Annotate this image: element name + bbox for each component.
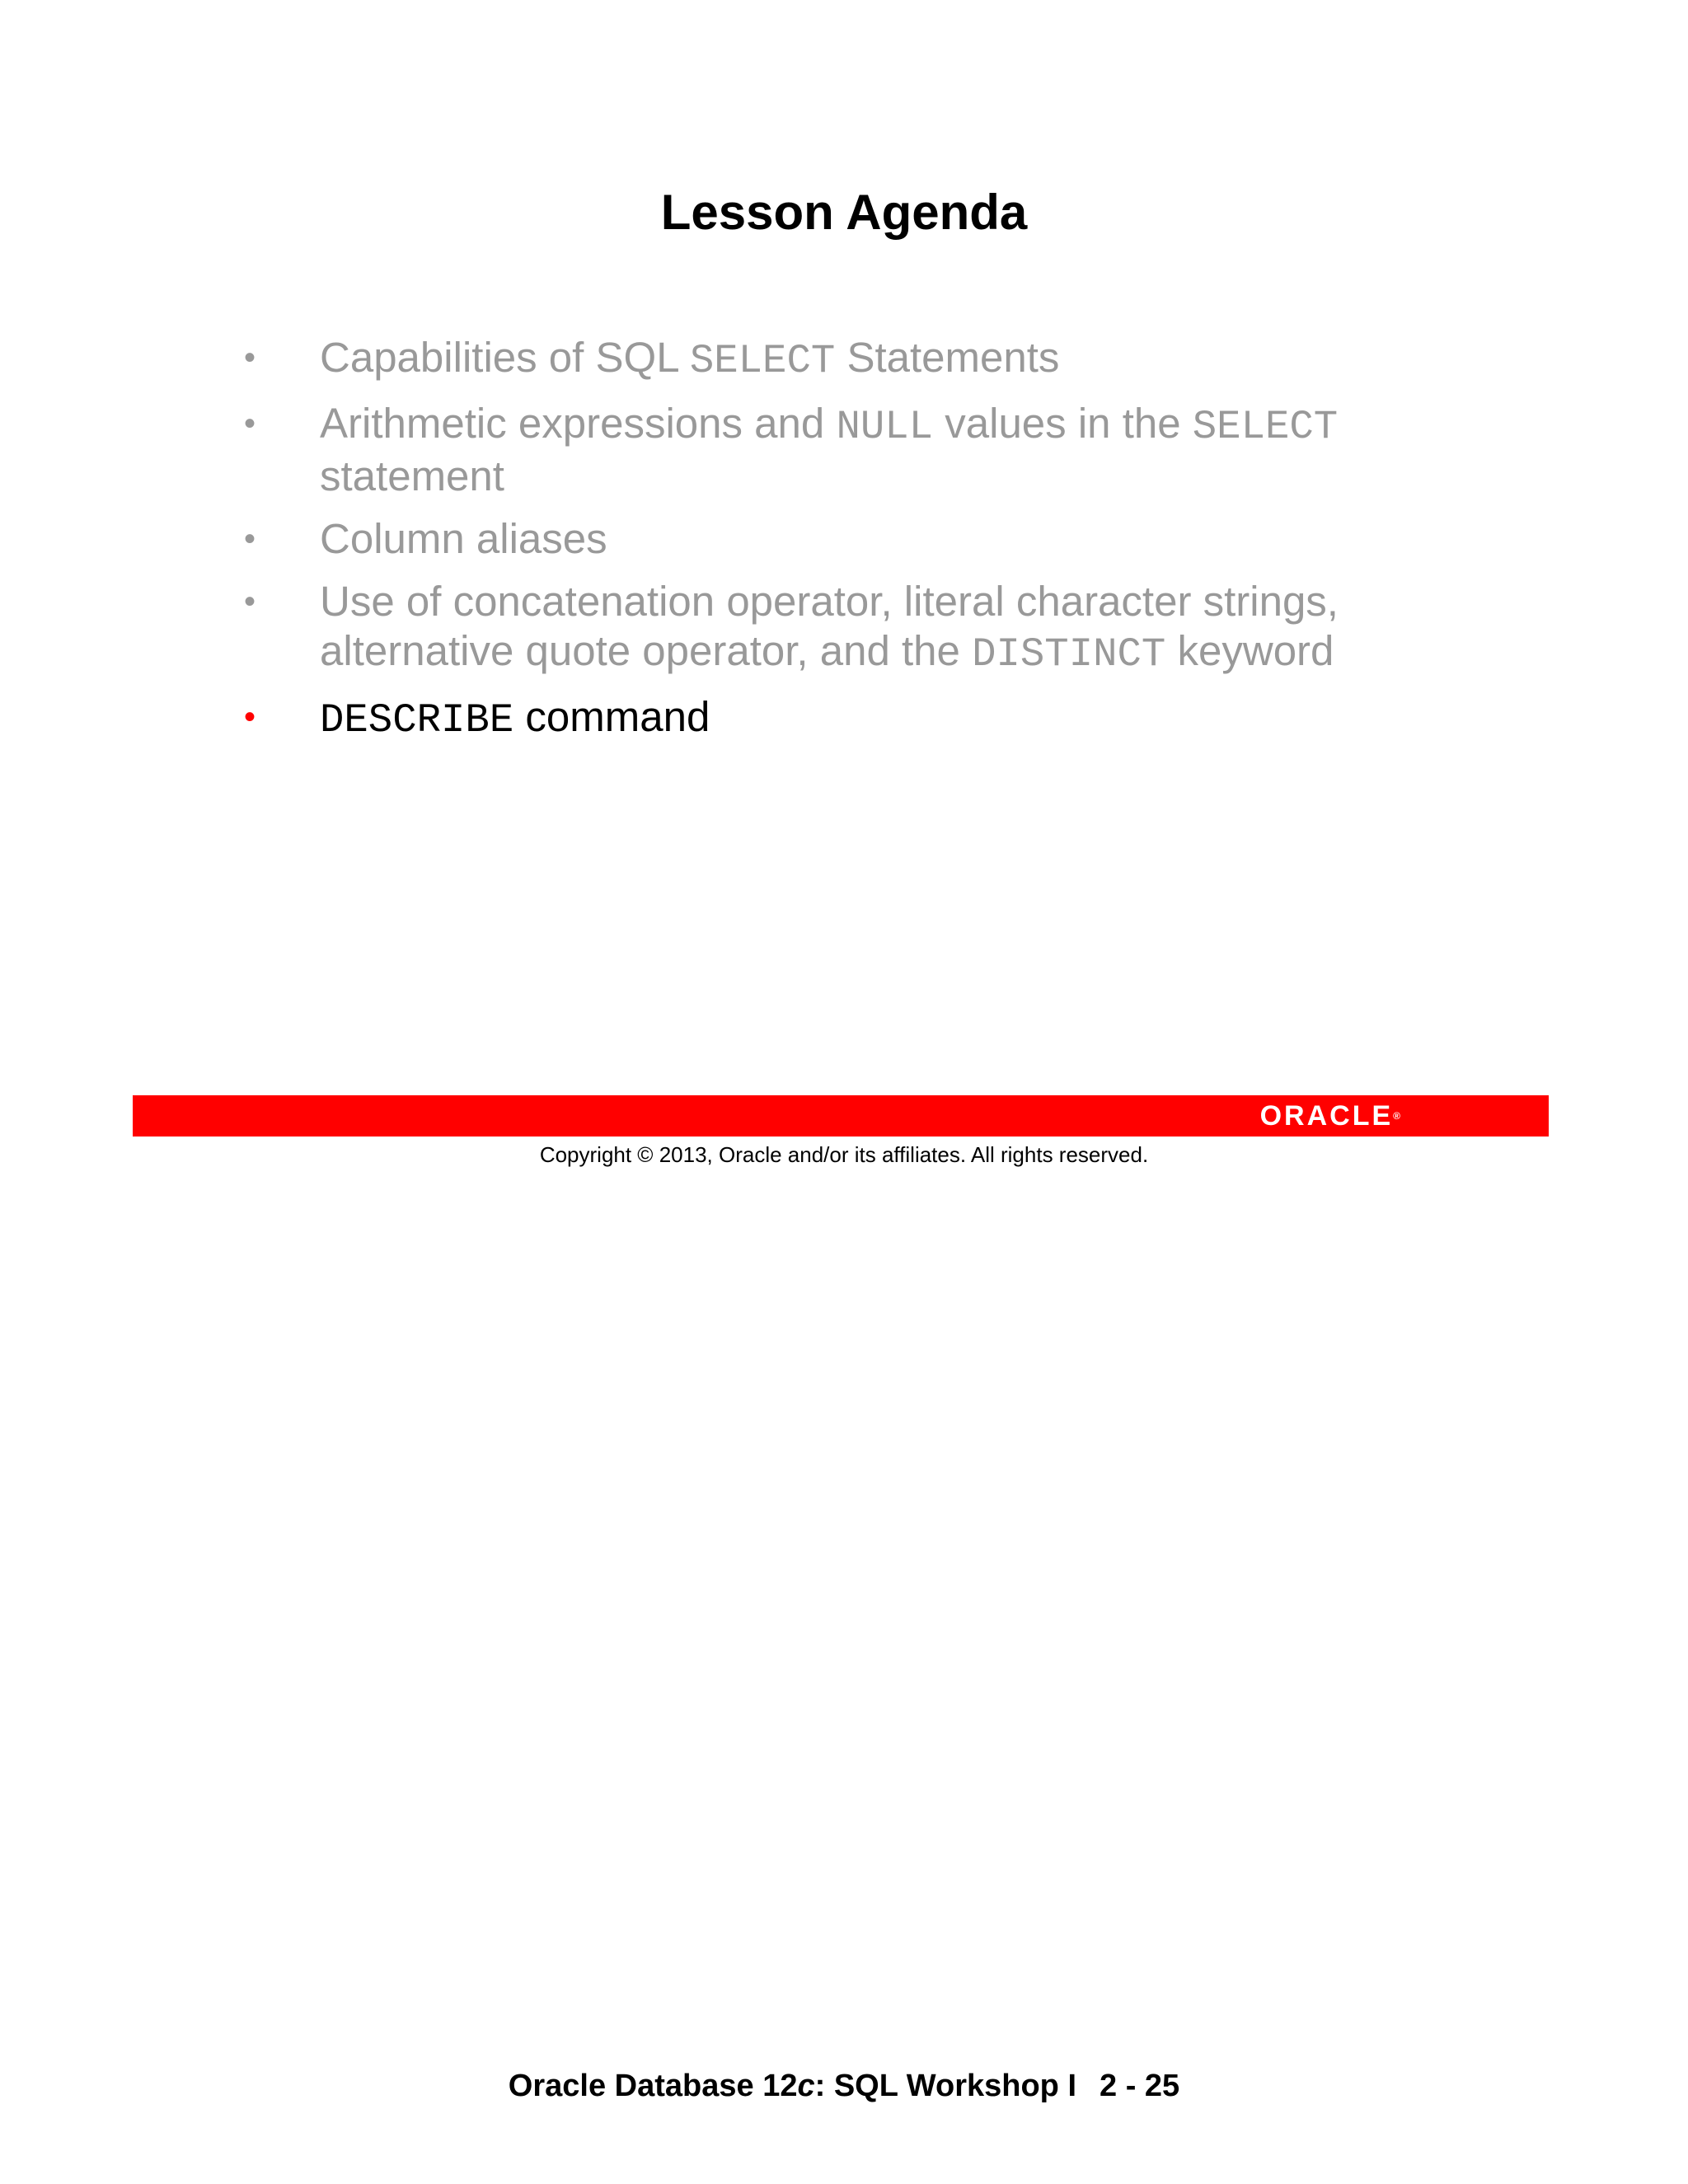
- agenda-keyword: DESCRIBE: [320, 697, 514, 743]
- agenda-list: [244, 333, 1439, 758]
- oracle-banner: [133, 1095, 1549, 1137]
- agenda-text: Capabilities of SQL: [320, 334, 690, 381]
- bullet-icon: •: [244, 583, 256, 620]
- bullet-icon: •: [244, 521, 256, 557]
- page-footer: [0, 2067, 1688, 2105]
- agenda-text: Column aliases: [320, 515, 607, 562]
- agenda-text: statement: [320, 452, 504, 499]
- agenda-keyword: SELECT: [689, 338, 836, 384]
- agenda-keyword: SELECT: [1192, 404, 1339, 450]
- oracle-logo-text: ORACLE: [1259, 1100, 1394, 1132]
- agenda-text: Use of concatenation operator, literal character strings, alternative quote operator, and the: [320, 578, 1339, 674]
- agenda-text: keyword: [1165, 627, 1334, 674]
- oracle-logo: [1260, 1102, 1400, 1130]
- copyright-notice: Copyright © 2013, Oracle and/or its affiliates. All rights reserved.: [539, 1142, 1149, 1167]
- agenda-keyword: NULL: [836, 404, 934, 450]
- course-version-letter: c: [797, 2069, 815, 2103]
- agenda-item-capabilities: [244, 333, 1439, 386]
- agenda-text: command: [513, 693, 710, 740]
- bullet-icon: •: [244, 699, 256, 735]
- agenda-text: Arithmetic expressions and: [320, 400, 837, 447]
- bullet-icon: •: [244, 405, 256, 442]
- agenda-item-describe: [244, 692, 1439, 745]
- agenda-text: Statements: [835, 334, 1060, 381]
- page-number: 2 - 25: [1100, 2069, 1180, 2103]
- agenda-item-concatenation: [244, 577, 1439, 679]
- agenda-text: values in the: [933, 400, 1193, 447]
- agenda-keyword: DISTINCT: [972, 631, 1166, 677]
- agenda-item-arithmetic: [244, 399, 1439, 501]
- agenda-item-column-aliases: [244, 514, 1439, 564]
- course-title-suffix: : SQL Workshop I: [814, 2069, 1077, 2103]
- bullet-icon: •: [244, 340, 256, 376]
- course-title-prefix: Oracle Database 12: [508, 2069, 798, 2103]
- slide-title: Lesson Agenda: [660, 185, 1028, 240]
- registered-mark: ®: [1393, 1110, 1400, 1122]
